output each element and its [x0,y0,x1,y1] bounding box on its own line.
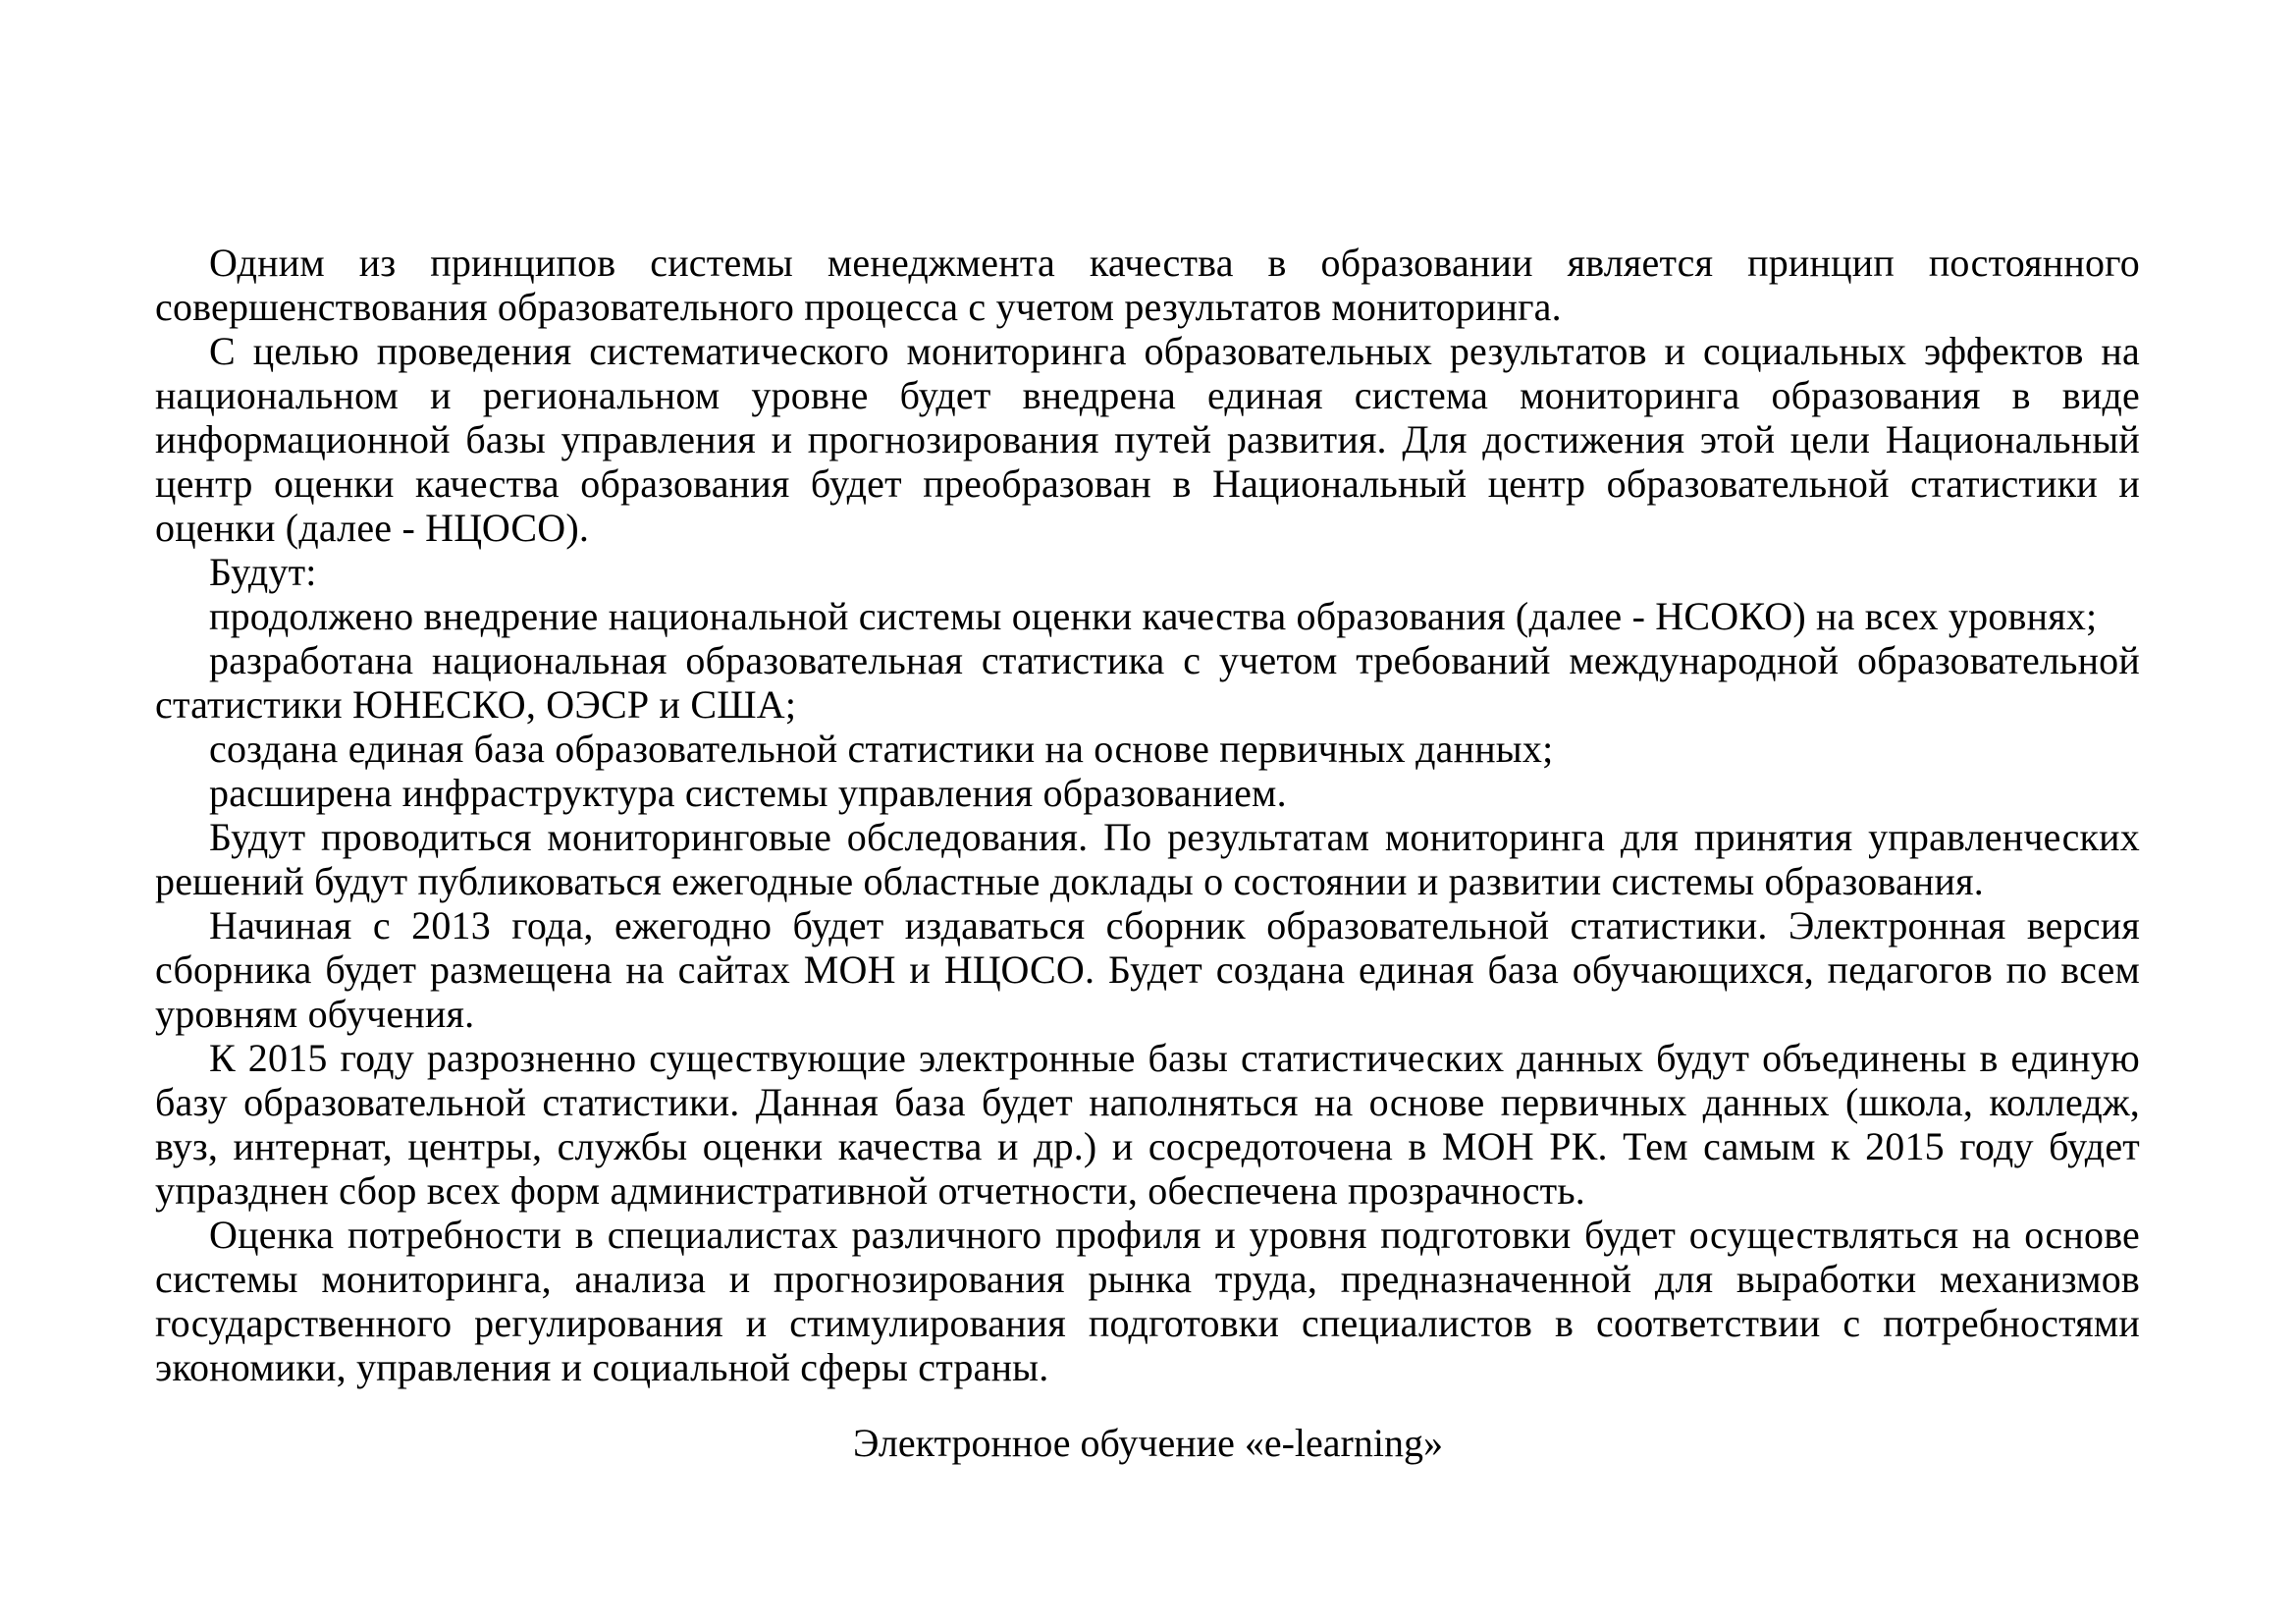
paragraph: продолжено внедрение национальной системы оценки качества образования (далее - НСОКО) на всех уровнях; [209,594,2098,638]
paragraph: разработана национальная образовательная статистика с учетом требований международной образовательной статистики ЮНЕСКО, ОЭСР и США; [155,638,2140,727]
paragraph: Начиная с 2013 года, ежегодно будет издаваться сборник образовательной статистики. Электронная версия сборника будет размещена на сайтах МОН и НЦОСО. Будет создана единая база обучающихся, педагогов по всем уровням обучения. [155,903,2140,1036]
paragraph: расширена инфраструктура системы управления образованием. [209,771,1287,815]
paragraph: К 2015 году разрозненно существующие электронные базы статистических данных будут объединены в единую базу образовательной статистики. Данная база будет наполняться на основе первичных данных (школа, колледж, вуз, интернат, центры, службы оценки качества и др.) и сосредоточена в МОН РК. Тем самым к 2015 году будет упразднен сбор всех форм административной отчетности, обеспечена прозрачность. [155,1036,2140,1213]
paragraph: Будут: [209,550,317,594]
paragraph: создана единая база образовательной статистики на основе первичных данных; [209,727,1554,771]
paragraph: Оценка потребности в специалистах различного профиля и уровня подготовки будет осуществляться на основе системы мониторинга, анализа и прогнозирования рынка труда, предназначенной для выработки механизмов государственного регулирования и стимулирования подготовки специалистов в соответствии с потребностями экономики, управления и социальной сферы страны. [155,1213,2140,1389]
paragraph: С целью проведения систематического мониторинга образовательных результатов и социальных эффектов на национальном и региональном уровне будет внедрена единая система мониторинга образования в виде информационной базы управления и прогнозирования путей развития. Для достижения этой цели Национальный центр оценки качества образования будет преобразован в Национальный центр образовательной статистики и оценки (далее - НЦОСО). [155,329,2140,550]
body-text-block [155,241,2140,1389]
paragraph: Одним из принципов системы менеджмента качества в образовании является принцип постоянного совершенствования образовательного процесса с учетом результатов мониторинга. [155,241,2140,329]
paragraph: Будут проводиться мониторинговые обследования. По результатам мониторинга для принятия управленческих решений будут публиковаться ежегодные областные доклады о состоянии и развитии системы образования. [155,815,2140,903]
closing-heading: Электронное обучение «e-learning» [853,1421,1443,1465]
